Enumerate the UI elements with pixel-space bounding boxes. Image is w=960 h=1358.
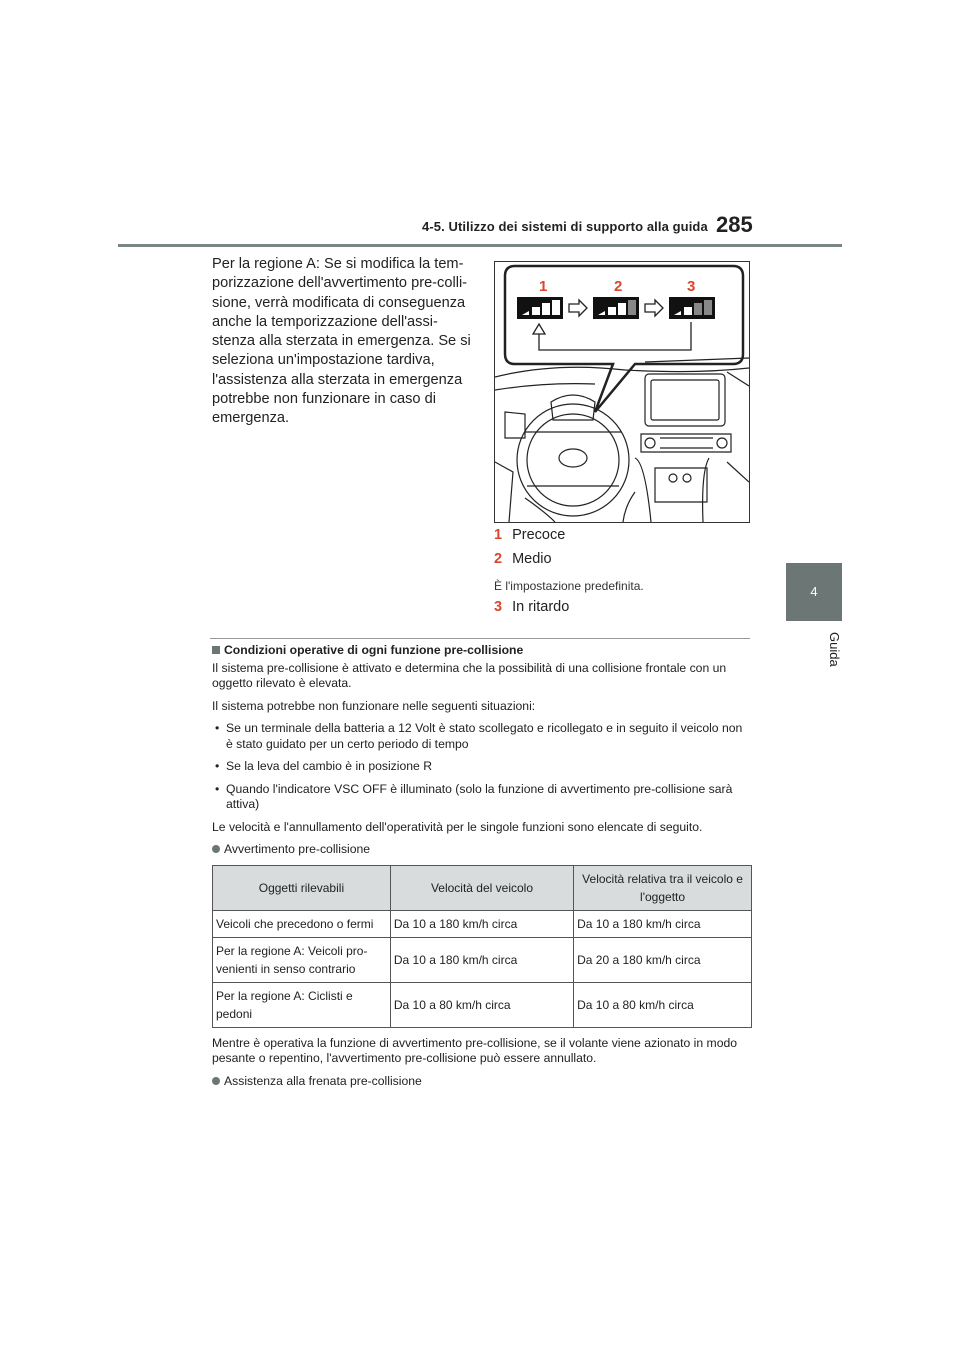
conditions-section (212, 643, 750, 1096)
legend-item-2: 2 Medio (494, 551, 552, 567)
section-divider (210, 638, 750, 639)
table-row (213, 910, 752, 937)
table-row (213, 937, 752, 982)
legend-note: È l'impostazione predefinita. (494, 579, 644, 593)
square-bullet-icon (212, 646, 220, 654)
table-header: Velocità relativa tra il veicolo e l'oggetto (574, 865, 752, 910)
table-cell: Per la regione A: Ciclisti e pedoni (213, 982, 391, 1027)
page-number: 285 (716, 212, 753, 237)
legend-item-1: 1 Precoce (494, 527, 566, 543)
callout-3: 3 (687, 278, 696, 295)
legend-item-3: 3 In ritardo (494, 599, 570, 615)
header-rule (118, 244, 842, 247)
conditions-heading: Condizioni operative di ogni funzione pre-collisione (212, 643, 750, 659)
table-cell: Da 10 a 80 km/h circa (390, 982, 573, 1027)
subheading-brake-assist: Assistenza alla frenata pre-collisione (212, 1074, 750, 1090)
conditions-paragraph-4: Mentre è operativa la funzione di avvertimento pre-collisione, se il volante viene azionato in modo pesante o repentino, l'avvertimento pre-collisione può essere annullato. (212, 1035, 738, 1065)
speed-table (212, 865, 752, 1028)
intro-paragraph: Per la regione A: Se si modifica la tem-porizzazione dell'avvertimento pre-colli-sione, verrà modificata di conseguenza anche la temporizzazione dell'assi-stenza alla sterzata in emergenza. Se si seleziona un'impostazione tardiva, l'assistenza alla sterzata in emergenza potrebbe non funzionare in caso di emergenza. (212, 256, 471, 427)
circle-bullet-icon (212, 845, 220, 853)
timing-indicator-medium (593, 297, 639, 319)
dashboard-drawing (495, 262, 749, 522)
table-cell: Da 10 a 180 km/h circa (574, 910, 752, 937)
circle-bullet-icon (212, 1077, 220, 1085)
table-cell: Da 10 a 180 km/h circa (390, 937, 573, 982)
table-row (213, 982, 752, 1027)
timing-indicator-late (669, 297, 715, 319)
callout-1: 1 (539, 278, 548, 295)
chapter-label: Guida (827, 632, 842, 667)
conditions-paragraph-1: Il sistema pre-collisione è attivato e determina che la possibilità di una collisione frontale con un oggetto rilevato è elevata. (212, 660, 727, 690)
dashboard-illustration (494, 261, 750, 523)
conditions-paragraph-2: Il sistema potrebbe non funzionare nelle seguenti situazioni: (212, 698, 536, 713)
table-header: Oggetti rilevabili (213, 865, 391, 910)
table-header: Velocità del veicolo (390, 865, 573, 910)
table-cell: Da 10 a 80 km/h circa (574, 982, 752, 1027)
list-item: • Se la leva del cambio è in posizione R (215, 759, 432, 773)
list-item: • Quando l'indicatore VSC OFF è illuminato (solo la funzione di avvertimento pre-collisione sarà attiva) (215, 781, 733, 811)
table-cell: Per la regione A: Veicoli pro-venienti in senso contrario (213, 937, 391, 982)
section-title: 4-5. Utilizzo dei sistemi di supporto alla guida (422, 219, 708, 234)
list-item: • Se un terminale della batteria a 12 Volt è stato scollegato e ricollegato e in seguito il veicolo non è stato guidato per un certo periodo di tempo (215, 721, 743, 751)
conditions-paragraph-3: Le velocità e l'annullamento dell'operatività per le singole funzioni sono elencate di seguito. (212, 819, 703, 834)
table-cell: Veicoli che precedono o fermi (213, 910, 391, 937)
callout-2: 2 (614, 278, 623, 295)
chapter-tab[interactable]: 4 (786, 563, 842, 621)
subheading-warning: Avvertimento pre-collisione (212, 842, 750, 858)
table-cell: Da 10 a 180 km/h circa (390, 910, 573, 937)
timing-indicator-early (517, 297, 563, 319)
table-cell: Da 20 a 180 km/h circa (574, 937, 752, 982)
